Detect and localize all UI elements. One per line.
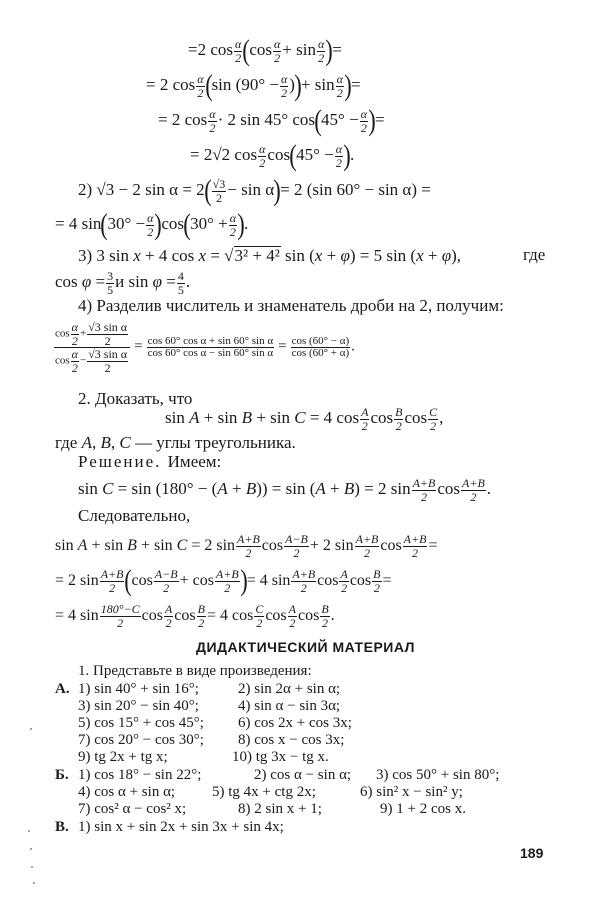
group-v-label: В. — [55, 819, 69, 835]
derivation-line-4: = 2√2 cos $\frac{\alpha}{2}$ cos(45° − $\frac{\alpha}{2}$ ). — [190, 139, 355, 173]
derivation-line-3: = 2 cos $\frac{\alpha}{2}$ · 2 sin 45° cos(45° − $\frac{\alpha}{2}$ )= — [158, 104, 385, 138]
group-b-r1c3: 3) cos 50° + sin 80°; — [376, 767, 500, 783]
group-a-r3c2: 6) cos 2x + cos 3x; — [238, 715, 352, 731]
group-b-r2c2: 5) tg 4x + ctg 2x; — [212, 784, 316, 800]
final-line-2: = 2 sin $\frac{A+B}{2}$ (cos $\frac{A-B}{2}$ + cos $\frac{A+B}{2}$ )= 4 sin $\frac{A+B}{2}$ cos $\frac{A}{2}$ cos $\frac{B}{2}$ = — [55, 564, 392, 598]
group-a-r1c1: 1) sin 40° + sin 16°; — [78, 681, 199, 697]
group-b-r1c2: 2) cos α − sin α; — [254, 767, 352, 783]
task-2-title: 2. Доказать, что — [78, 389, 193, 408]
final-line-3: = 4 sin $\frac{180^\circ-C}{2}$ cos $\frac{A}{2}$ cos $\frac{B}{2}$ = 4 cos $\frac{C}{2}$ cos $\frac{A}{2}$ cos $\frac{B}{2}$ . — [55, 602, 335, 630]
group-a-r1c2: 2) sin 2α + sin α; — [238, 681, 341, 697]
consequently: Следовательно, — [78, 506, 191, 525]
group-a-r4c2: 8) cos x − cos 3x; — [238, 732, 345, 748]
scan-speck — [28, 830, 30, 832]
solution-equation: sin C = sin (180° − (A + B)) = sin (A + B) = 2 sin $\frac{A+B}{2}$ cos $\frac{A+B}{2}$ . — [78, 476, 492, 504]
task-2-where: где A, B, C — углы треугольника. — [55, 433, 296, 452]
item-2-line-1: 2) √3 − 2 sin α = 2( $\frac{√3}{2}$ − sin α)= 2 (sin 60° − sin α) = — [78, 174, 431, 208]
group-a-r5c2: 10) tg 3x − tg x. — [232, 749, 329, 765]
item-3-line-2: cos φ = $\frac{3}{5}$ и sin φ = $\frac{4}{5}$ . — [55, 269, 191, 297]
group-a-r2c2: 4) sin α − sin 3α; — [238, 698, 341, 714]
group-b-r3c2: 8) 2 sin x + 1; — [238, 801, 322, 817]
group-v-item: 1) sin x + sin 2x + sin 3x + sin 4x; — [78, 819, 284, 835]
scan-speck — [33, 882, 35, 884]
section-heading: ДИДАКТИЧЕСКИЙ МАТЕРИАЛ — [196, 639, 415, 655]
group-b-r3c1: 7) cos² α − cos² x; — [78, 801, 187, 817]
task-2-equation: sin A + sin B + sin C = 4 cos $\frac{A}{2}$ cos $\frac{B}{2}$ cos $\frac{C}{2}$ , — [165, 405, 444, 433]
item-4-equation: cos $\frac{\alpha}{2}$ + $\frac{\text{√3 sin α}}{2}$ cos $\frac{\alpha}{2}$ − $\frac{\text{√3 sin α}}{2}$ = $\frac{\text{cos 60° cos α + sin 60° sin α}}{\text{cos 60° cos α − sin 60° sin α}}$ = $\frac{\cos (60^\circ - \alpha)}{\cos (60^\circ + \alpha)}$ . — [55, 320, 355, 375]
derivation-line-2: = 2 cos $\frac{\alpha}{2}$ (sin (90° − $\frac{\alpha}{2}$ ))+ sin $\frac{\alpha}{2}$ )= — [146, 69, 361, 103]
group-b-r2c1: 4) cos α + sin α; — [78, 784, 176, 800]
group-b-label: Б. — [55, 767, 69, 783]
group-a-label: А. — [55, 681, 70, 697]
page-number: 189 — [520, 845, 544, 861]
item-4-text: 4) Разделив числитель и знаменатель дроби на 2, получим: — [78, 296, 504, 315]
item-3-line-1: 3) 3 sin x + 4 cos x = √3² + 4² sin (x + φ) = 5 sin (x + φ), — [78, 246, 462, 265]
derivation-line-1: =2 cos $\frac{\alpha}{2}$ (cos $\frac{\alpha}{2}$ + sin $\frac{\alpha}{2}$ )= — [188, 34, 342, 68]
group-a-r3c1: 5) cos 15° + cos 45°; — [78, 715, 204, 731]
group-a-r2c1: 3) sin 20° − sin 40°; — [78, 698, 199, 714]
item-2-line-2: = 4 sin(30° − $\frac{\alpha}{2}$ )cos(30° + $\frac{\alpha}{2}$ ). — [55, 208, 249, 242]
group-b-r3c3: 9) 1 + 2 cos x. — [380, 801, 466, 817]
group-b-r1c1: 1) cos 18° − sin 22°; — [78, 767, 202, 783]
solution-label: Решение. Имеем: — [78, 452, 222, 471]
exercise-1-title: 1. Представьте в виде произведения: — [78, 663, 312, 679]
item-3-gde: где — [523, 245, 546, 264]
scan-speck — [31, 866, 33, 868]
group-a-r5c1: 9) tg 2x + tg x; — [78, 749, 168, 765]
group-a-r4c1: 7) cos 20° − cos 30°; — [78, 732, 204, 748]
final-line-1: sin A + sin B + sin C = 2 sin $\frac{A+B}{2}$ cos $\frac{A-B}{2}$ + 2 sin $\frac{A+B}{2}$ cos $\frac{A+B}{2}$ = — [55, 532, 438, 560]
group-b-r2c3: 6) sin² x − sin² y; — [360, 784, 463, 800]
scan-speck — [30, 728, 32, 730]
scan-speck — [30, 848, 32, 850]
